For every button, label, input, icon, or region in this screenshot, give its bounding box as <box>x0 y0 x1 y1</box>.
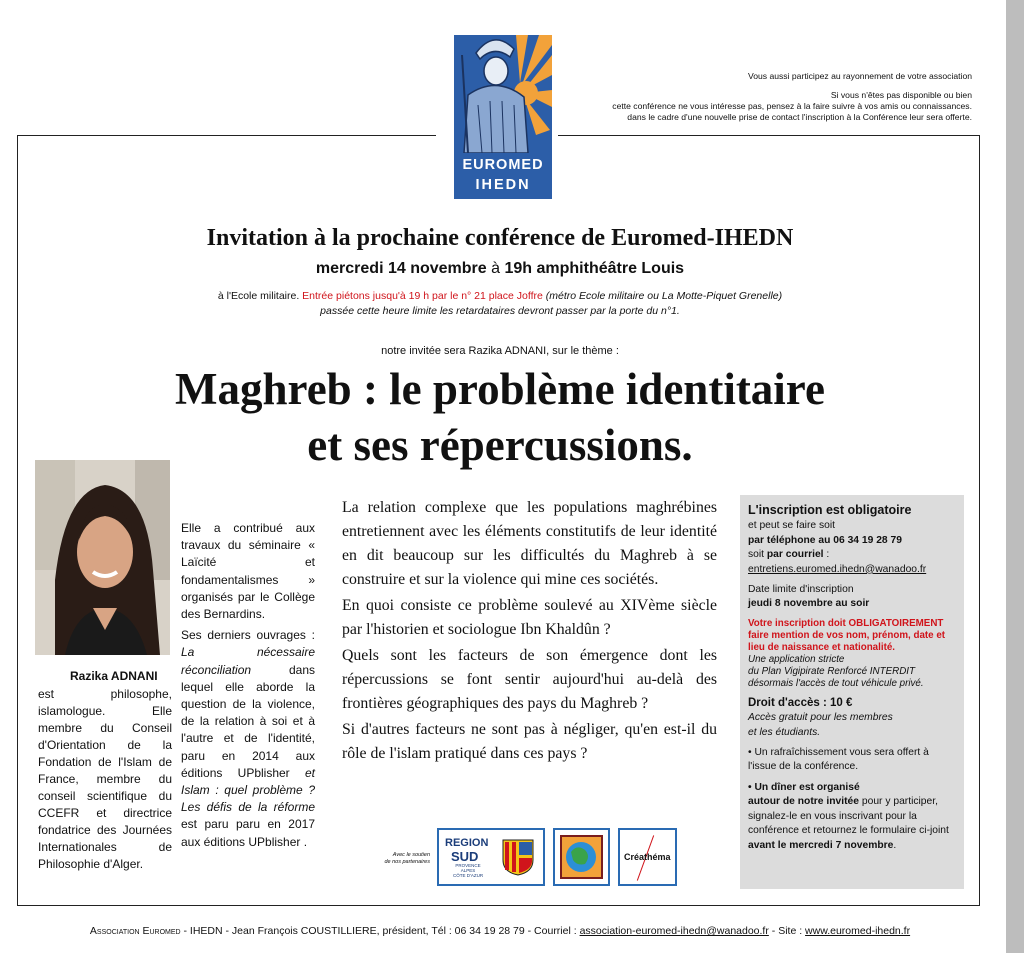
region-text-1: REGION <box>445 837 489 849</box>
region-text-2: SUD <box>451 849 479 864</box>
vigipirate-3: désormais l'accès de tout véhicule privé. <box>748 677 924 689</box>
registration-or: soit <box>748 549 767 561</box>
footer-email-link[interactable]: association-euromed-ihedn@wanadoo.fr <box>579 925 769 937</box>
registration-colon: : <box>823 549 830 561</box>
region-shield-icon <box>501 838 535 876</box>
speaker-seminar: Elle a contribué aux travaux du séminaire « Laïcité et fondamentalismes » organisés par le Collège des Bernardins. <box>181 521 315 622</box>
fee-free-2: et les étudiants. <box>748 726 821 738</box>
euromed-ihedn-logo <box>454 35 552 199</box>
invitation-title: Invitation à la prochaine conférence de Euromed-IHEDN <box>206 225 794 251</box>
region-cote: CÔTE D'AZUR <box>453 873 484 878</box>
headline-line-2: et ses répercussions. <box>307 420 693 470</box>
registration-email-label: par courriel <box>766 549 824 561</box>
dinner-details: pour y participer, signalez-le en vous inscrivant pour la conférence et retournez le formulaire ci-joint <box>748 796 949 837</box>
event-time: 19h <box>504 260 533 277</box>
note-line-1: Vous aussi participez au rayonnement de votre association <box>747 71 972 81</box>
page-edge <box>1006 0 1024 953</box>
note-line-2: Si vous n'êtes pas disponible ou bien <box>830 90 972 100</box>
region-provence: PROVENCE <box>455 863 481 868</box>
speaker-photo <box>35 460 170 655</box>
vigipirate-1: Une application stricte <box>748 653 845 665</box>
registration-phone: par téléphone au 06 34 19 28 79 <box>748 534 902 546</box>
registration-line-1: et peut se faire soit <box>748 520 836 532</box>
region-text-3 <box>453 863 483 878</box>
conference-description <box>342 496 717 766</box>
footer-info: - IHEDN - Jean François COUSTILLIERE, président, Tél : 06 34 19 28 79 - Courriel : <box>180 925 580 937</box>
event-date <box>0 260 1000 278</box>
event-place <box>0 289 1000 319</box>
fee: Droit d'accès : 10 € <box>748 696 853 709</box>
creathema-text: Créathéma <box>624 852 671 862</box>
speaker-bio-text: est philosophe, islamologue. Elle membre du Conseil d'Orientation de la Fondation de l'Islam de France, membre du conseil scientifique du CCEFR et directrice fondatrice des Journées Internationales de Philosophie d'Alger. <box>38 687 172 871</box>
dinner-deadline: avant le mercredi 7 novembre <box>748 839 894 851</box>
partners-label-1: Avec le soutien <box>392 852 430 858</box>
footer-association: Association Euromed <box>89 925 181 937</box>
registration-panel <box>740 495 964 889</box>
deadline-date: jeudi 8 novembre au soir <box>748 598 870 610</box>
dinner-heading: • Un dîner est organisé <box>748 781 860 793</box>
partners-label-2: de nos partenaires <box>384 859 430 865</box>
footer-site-label: - Site : <box>768 925 806 937</box>
partners-label <box>360 852 430 866</box>
logo-text-euromed: EUROMED <box>462 157 544 173</box>
refreshment-note: • Un rafraîchissement vous sera offert à l'issue de la conférence. <box>748 747 929 773</box>
dinner-guest: autour de notre invitée <box>748 796 859 808</box>
description-p2: En quoi consiste ce problème soulevé au XIVème siècle par l'historien et sociologue Ibn Khaldûn ? <box>342 597 717 638</box>
place-latecomers: passée cette heure limite les retardataires devront passer par la porte du n°1. <box>320 305 680 317</box>
mandatory-notice: Votre inscription doit OBLIGATOIREMENT faire mention de vos nom, prénom, date et lieu de naissance et nationalité. <box>748 617 946 653</box>
headline-line-1: Maghreb : le problème identitaire <box>175 364 825 414</box>
footer-site-link[interactable]: www.euromed-ihedn.fr <box>805 925 911 937</box>
note-line-3: cette conférence ne vous intéresse pas, pensez à la faire suivre à vos amis ou connaissances. <box>612 101 972 111</box>
region-alpes: ALPES <box>460 868 476 873</box>
place-prefix: à l'Ecole militaire. <box>217 290 303 302</box>
deadline-label: Date limite d'inscription <box>748 584 854 596</box>
partner-region-sud-logo <box>437 828 545 886</box>
footer <box>0 925 1000 937</box>
note-line-4: dans le cadre d'une nouvelle prise de contact l'inscription à la Conférence leur sera offerte. <box>627 112 972 122</box>
works-intro: Ses derniers ouvrages : <box>181 628 315 643</box>
works-book-2: et Islam : quel problème ? Les défis de la réforme <box>181 765 315 815</box>
place-metro: (métro Ecole militaire ou La Motte-Piquet Grenelle) <box>542 290 783 302</box>
works-book-1-desc: dans lequel elle aborde la question de la violence, de la relation à soi et à l'autre et de l'identité, paru en 2014 aux éditions UPblisher <box>181 662 315 780</box>
partner-creathema-logo <box>618 828 677 886</box>
registration-heading: L'inscription est obligatoire <box>748 503 912 517</box>
logo-text-ihedn: IHEDN <box>475 177 531 193</box>
speaker-works <box>181 520 315 851</box>
vigipirate-2: du Plan Vigipirate Renforcé INTERDIT <box>748 665 915 677</box>
registration-email-link[interactable]: entretiens.euromed.ihedn@wanadoo.fr <box>748 563 927 575</box>
works-book-1: La nécessaire réconciliation <box>181 645 315 677</box>
conference-headline <box>0 361 1000 473</box>
works-book-2-desc: est paru paru en 2017 aux éditions UPblisher . <box>181 817 315 849</box>
description-p4: Si d'autres facteurs ne sont pas à négliger, qu'en est-il du rôle de l'islam pratiqué dans ces pays ? <box>342 721 717 762</box>
event-day: mercredi 14 novembre <box>315 260 487 277</box>
event-venue: amphithéâtre Louis <box>532 260 685 277</box>
place-entrance: Entrée piétons jusqu'à 19 h par le n° 21 place Joffre <box>302 290 543 302</box>
event-date-sep: à <box>486 260 505 277</box>
description-p1: La relation complexe que les populations maghrébines entretiennent avec les éléments constitutifs de leur identité en dit beaucoup sur les difficultés du Maghreb à se construire et sur la violence qui mine ces sociétés. <box>342 499 717 588</box>
guest-intro: notre invitée sera Razika ADNANI, sur le thème : <box>381 345 619 357</box>
description-p3: Quels sont les facteurs de son émergence dont les répercussions se font sentir aujourd'hui au-delà des frontières géographiques des pays du Maghreb ? <box>342 647 717 712</box>
dinner-period: . <box>893 839 897 851</box>
speaker-bio <box>38 686 172 873</box>
partner-world-logo <box>553 828 610 886</box>
speaker-name: Razika ADNANI <box>70 669 158 683</box>
fee-free-1: Accès gratuit pour les membres <box>748 712 893 724</box>
